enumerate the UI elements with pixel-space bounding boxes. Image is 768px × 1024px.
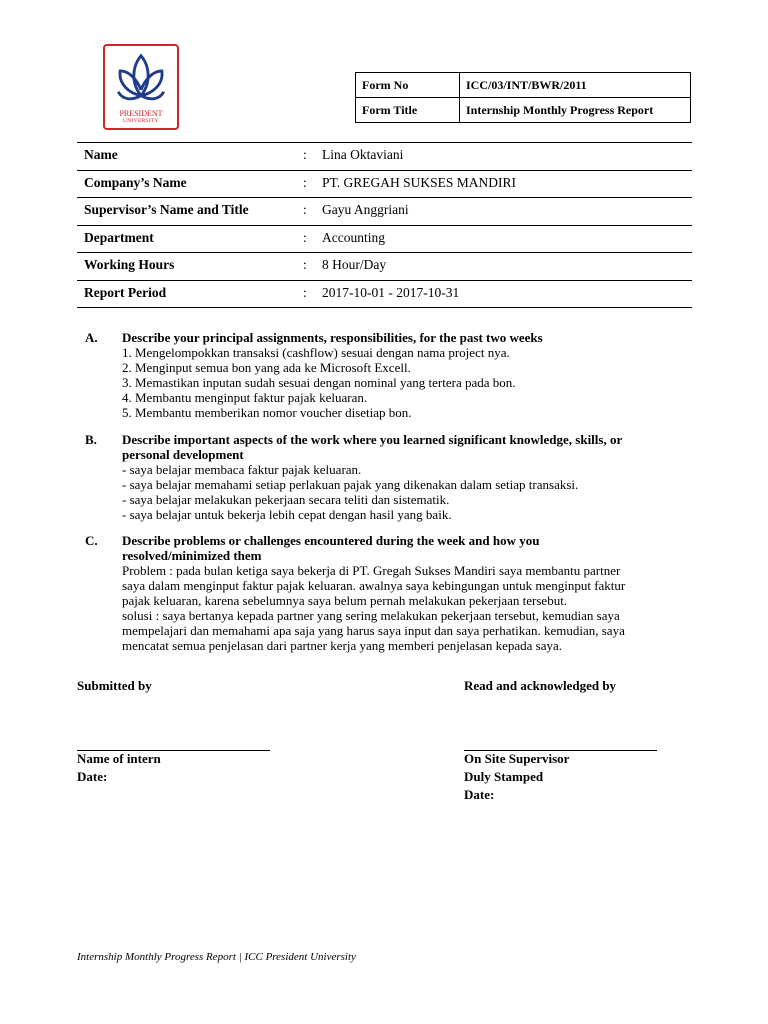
section-a xyxy=(85,330,685,420)
supervisor-signature-block xyxy=(464,750,569,804)
field-value: 8 Hour/Day xyxy=(322,257,387,272)
field-colon: : xyxy=(303,257,307,272)
form-title-row xyxy=(356,98,691,123)
field-value: PT. GREGAH SUKSES MANDIRI xyxy=(322,174,517,190)
answer-line: Problem : pada bulan ketiga saya bekerja di PT. Gregah Sukses Mandiri saya membantu partner xyxy=(122,563,621,578)
field-label: Supervisor’s Name and Title xyxy=(84,202,249,217)
answer-line: mempelajari dan memahami apa saja yang harus saya input dan saya perhatikan. kemudian, saya xyxy=(122,623,625,638)
section-letter: B. xyxy=(85,432,97,447)
logo-text-line2: UNIVERSITY xyxy=(123,118,159,124)
section-c xyxy=(85,533,685,653)
form-title-label: Form Title xyxy=(356,98,460,123)
field-row-report-period xyxy=(77,281,692,309)
answer-line: pajak keluaran, karena sebelumnya saya belum pernah melakukan pekerjaan tersebut. xyxy=(122,593,568,608)
field-row-name xyxy=(77,143,692,171)
page-footer: Internship Monthly Progress Report | ICC President University xyxy=(77,951,356,963)
field-colon: : xyxy=(303,229,307,245)
logo-text-line1: PRESIDENT xyxy=(119,109,163,118)
answer-line: 1. Mengelompokkan transaksi (cashflow) sesuai dengan nama project nya. xyxy=(122,345,510,360)
intern-signature-block xyxy=(77,750,161,786)
intern-date-label: Date: xyxy=(77,769,108,784)
answer-line: - saya belajar untuk bekerja lebih cepat dengan hasil yang baik. xyxy=(122,507,452,522)
section-answer xyxy=(122,563,685,653)
section-body xyxy=(122,432,685,522)
answer-line: 4. Membantu menginput faktur pajak keluaran. xyxy=(122,390,368,405)
section-question xyxy=(122,330,685,345)
field-value: 2017-10-01 - 2017-10-31 xyxy=(322,284,460,300)
intern-name-label: Name of intern xyxy=(77,751,161,766)
answer-line: mencatat semua penjelasan dari partner kerja yang memberi penjelasan kepada saya. xyxy=(122,638,562,653)
answer-line: 2. Menginput semua bon yang ada ke Microsoft Excell. xyxy=(122,360,411,375)
field-label: Name xyxy=(84,147,118,162)
section-body xyxy=(122,533,685,653)
form-title-value: Internship Monthly Progress Report xyxy=(460,98,691,123)
acknowledged-by-heading: Read and acknowledged by xyxy=(464,678,617,693)
president-university-logo xyxy=(103,44,179,130)
section-question xyxy=(122,432,685,462)
section-letter: C. xyxy=(85,533,98,548)
field-value: Accounting xyxy=(322,229,385,245)
form-no-value: ICC/03/INT/BWR/2011 xyxy=(460,73,691,98)
field-row-company xyxy=(77,171,692,199)
question-line: Describe important aspects of the work where you learned significant knowledge, skills, or xyxy=(122,432,623,447)
form-no-row xyxy=(356,73,691,98)
field-colon: : xyxy=(303,284,307,300)
question-line: Describe problems or challenges encountered during the week and how you xyxy=(122,533,540,548)
answer-line: - saya belajar membaca faktur pajak keluaran. xyxy=(122,462,362,477)
answer-line: solusi : saya bertanya kepada partner yang sering melakukan pekerjaan tersebut, kemudian saya xyxy=(122,608,620,623)
field-label: Department xyxy=(84,229,154,245)
question-line: Describe your principal assignments, responsibilities, for the past two weeks xyxy=(122,330,543,345)
field-row-supervisor xyxy=(77,198,692,226)
field-row-department xyxy=(77,226,692,254)
field-label: Company’s Name xyxy=(84,174,187,190)
field-row-working-hours xyxy=(77,253,692,281)
answer-line: 3. Memastikan inputan sudah sesuai dengan nominal yang tertera pada bon. xyxy=(122,375,516,390)
form-no-label: Form No xyxy=(356,73,460,98)
section-answer xyxy=(122,462,685,522)
section-letter: A. xyxy=(85,330,98,345)
field-value: Gayu Anggriani xyxy=(322,202,409,217)
form-info-table xyxy=(355,72,691,123)
section-question xyxy=(122,533,685,563)
supervisor-date-label: Date: xyxy=(464,787,495,802)
field-colon: : xyxy=(303,147,307,162)
question-line: personal development xyxy=(122,447,244,462)
answer-line: - saya belajar memahami setiap perlakuan pajak yang dikenakan dalam setiap transaksi. xyxy=(122,477,579,492)
duly-stamped-label: Duly Stamped xyxy=(464,769,544,784)
field-colon: : xyxy=(303,174,307,190)
answer-line: saya dalam menginput faktur pajak keluaran. awalnya saya kebingungan untuk menginput faktur xyxy=(122,578,626,593)
supervisor-label: On Site Supervisor xyxy=(464,751,570,766)
field-value: Lina Oktaviani xyxy=(322,147,404,162)
answer-line: 5. Membantu memberikan nomor voucher disetiap bon. xyxy=(122,405,412,420)
submitted-by-heading: Submitted by xyxy=(77,678,152,693)
section-answer xyxy=(122,345,685,420)
intern-info xyxy=(77,142,692,308)
field-colon: : xyxy=(303,202,307,217)
question-line: resolved/minimized them xyxy=(122,548,262,563)
section-b xyxy=(85,432,685,522)
answer-line: - saya belajar melakukan pekerjaan secara teliti dan sistematik. xyxy=(122,492,450,507)
field-label: Working Hours xyxy=(84,257,175,272)
section-body xyxy=(122,330,685,420)
field-label: Report Period xyxy=(84,284,167,300)
